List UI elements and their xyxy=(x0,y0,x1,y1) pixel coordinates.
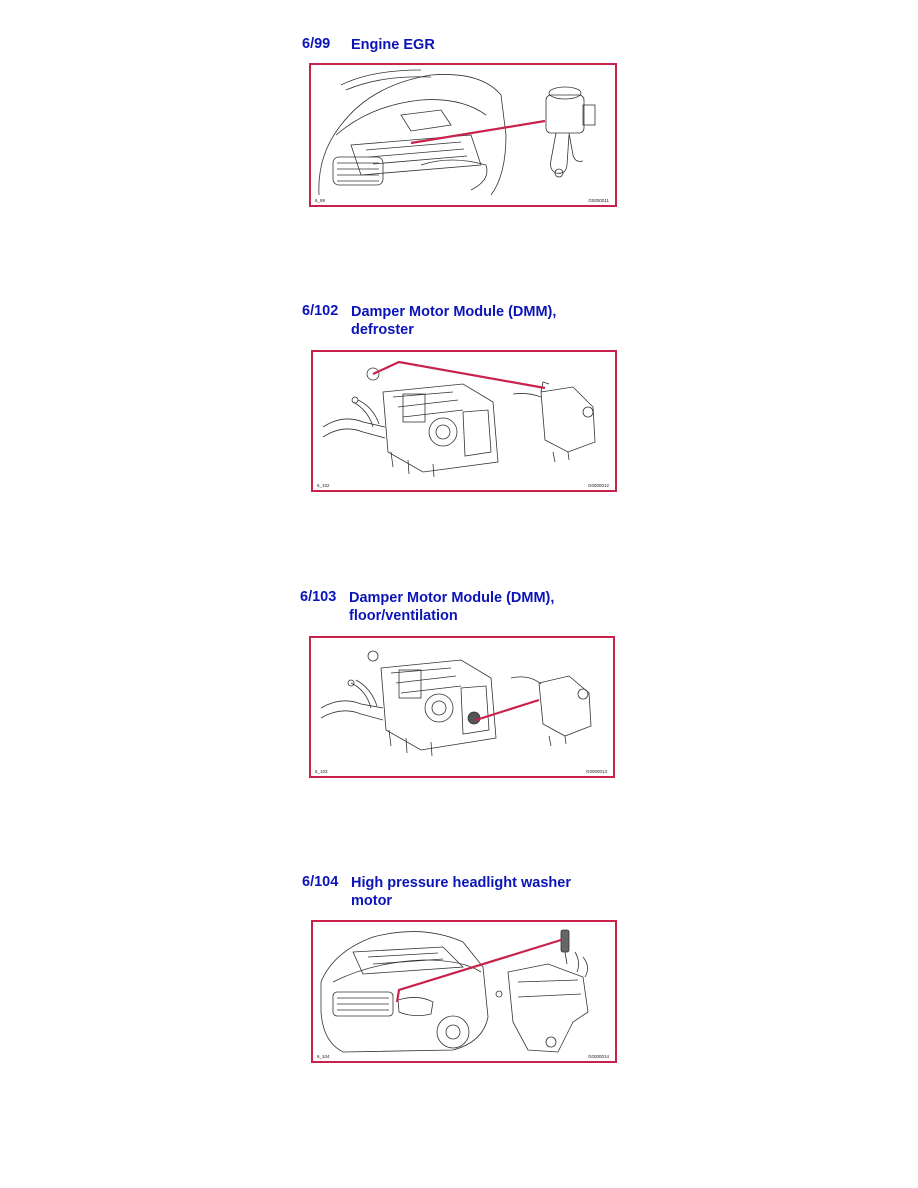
item-title-line: Damper Motor Module (DMM), xyxy=(351,304,557,320)
headlight-washer-illustration xyxy=(313,922,615,1061)
figure-headlight-washer-motor xyxy=(311,920,617,1063)
figure-dmm-defroster xyxy=(311,350,617,492)
figure-dmm-floor-ventilation xyxy=(309,636,615,778)
item-code: 6/103 xyxy=(300,589,337,605)
figure-label-left: 6_102 xyxy=(317,483,330,488)
leader-line xyxy=(411,121,545,143)
item-title-line: High pressure headlight washer xyxy=(351,875,571,891)
item-title-line: motor xyxy=(351,893,393,909)
figure-label-right: G0000014 xyxy=(587,1054,609,1059)
figure-engine-egr xyxy=(309,63,617,207)
item-title-line: Damper Motor Module (DMM), xyxy=(349,590,555,606)
figure-label-right: G0000013 xyxy=(585,769,607,774)
item-title xyxy=(351,874,571,910)
leader-line xyxy=(476,700,539,720)
engine-egr-illustration xyxy=(311,65,615,205)
figure-label-right: G0000011 xyxy=(588,198,609,203)
item-code: 6/104 xyxy=(302,874,339,890)
figure-label-left: 6_99 xyxy=(315,198,326,203)
item-code: 6/102 xyxy=(302,303,339,319)
item-title xyxy=(349,589,554,625)
item-title-line: Engine EGR xyxy=(351,37,435,53)
item-code: 6/99 xyxy=(302,36,331,52)
item-title-line: floor/ventilation xyxy=(349,608,458,624)
dmm-floor-illustration xyxy=(311,638,613,776)
figure-label-right: G0000012 xyxy=(587,483,609,488)
dmm-defroster-illustration xyxy=(313,352,615,490)
item-title xyxy=(351,36,435,54)
item-title-line: defroster xyxy=(351,322,414,338)
item-title xyxy=(351,303,556,339)
figure-label-left: 6_104 xyxy=(317,1054,330,1059)
figure-label-left: 6_103 xyxy=(315,769,328,774)
